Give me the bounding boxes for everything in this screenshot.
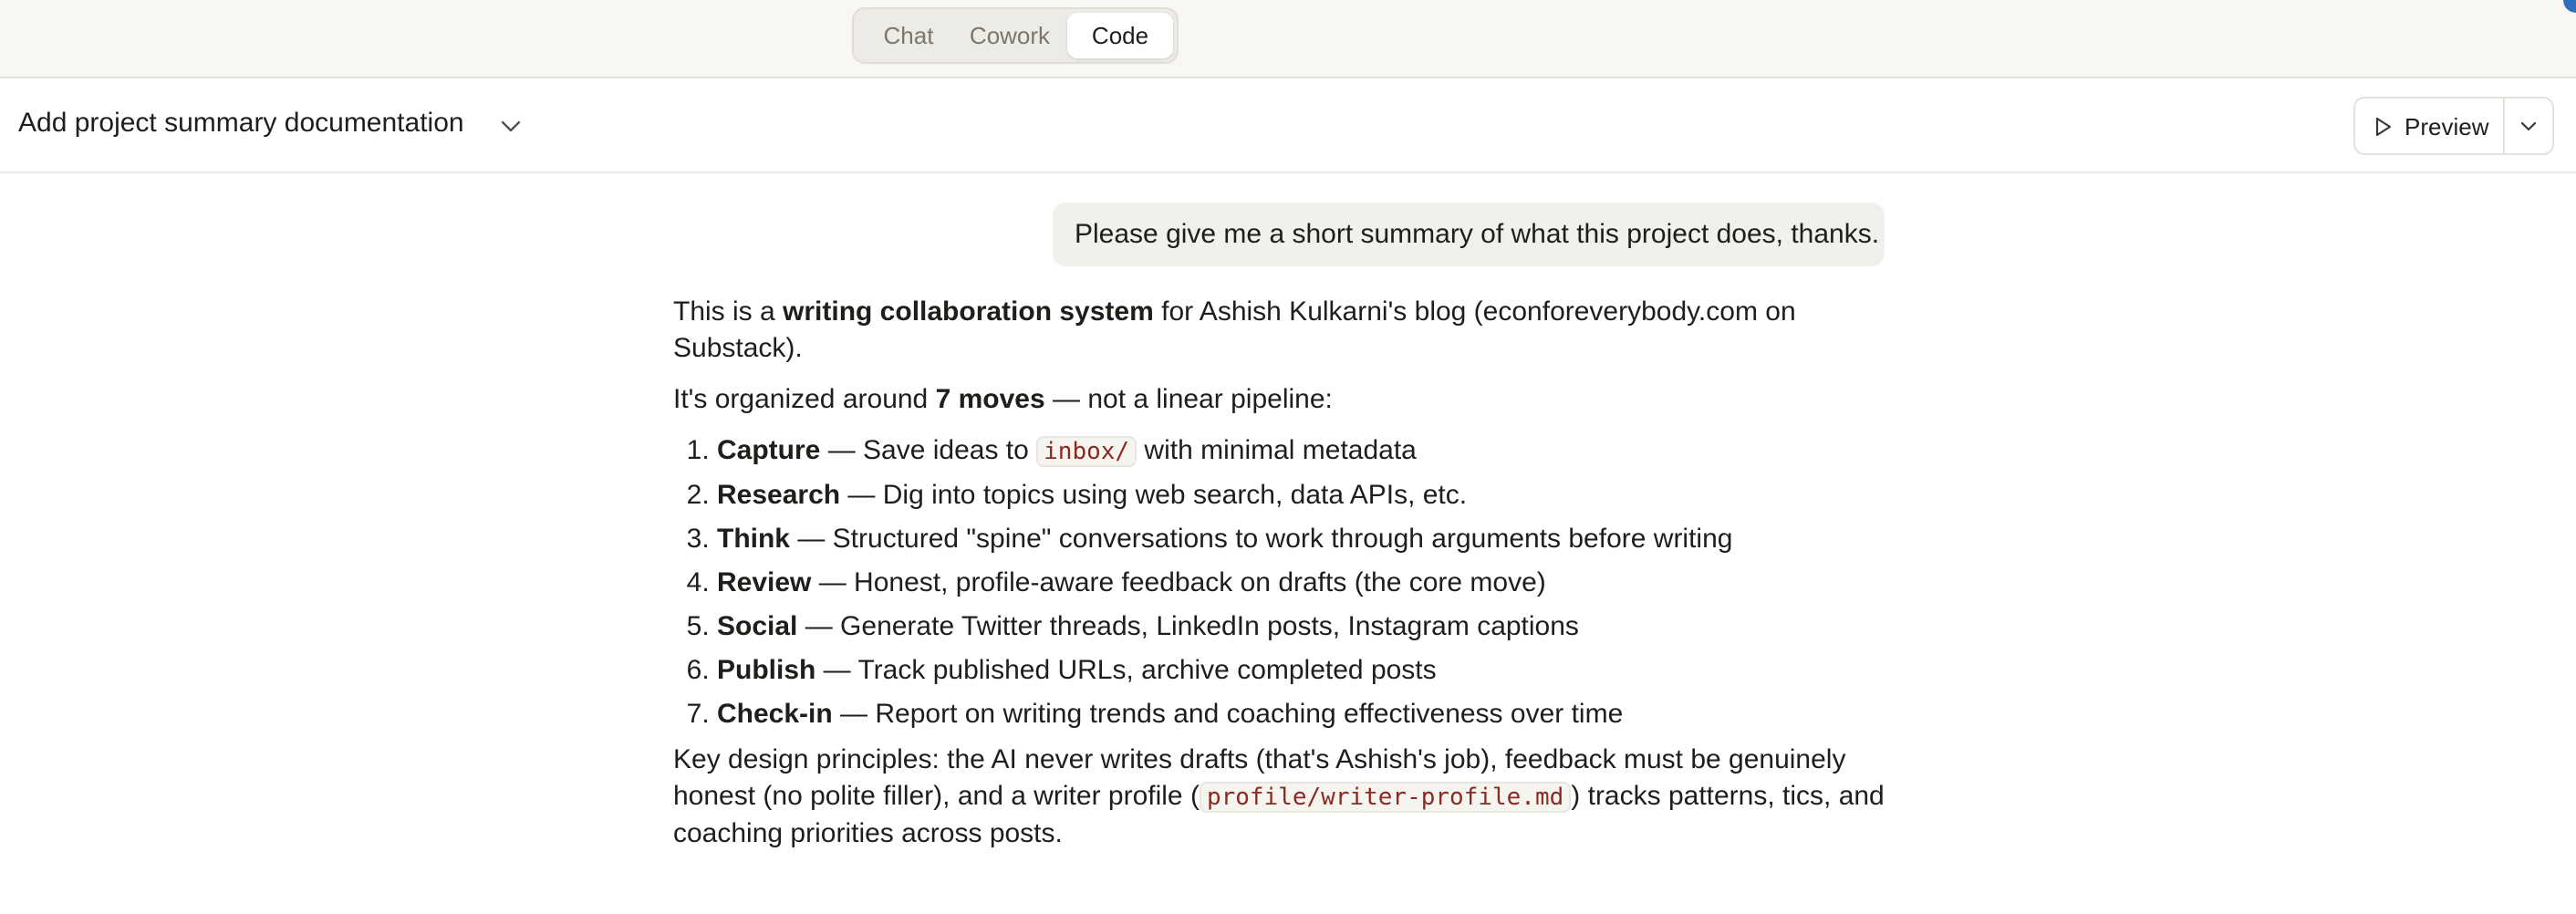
tab-chat[interactable]: Chat (883, 22, 934, 49)
tab-cowork[interactable]: Cowork (969, 22, 1051, 49)
preview-label: Preview (2405, 113, 2489, 140)
intro-text-end: for Ashish Kulkarni's blog (econforeverybody.com on Substack). (673, 296, 1796, 363)
user-message: Please give me a short summary of what this project does, thanks. (1053, 203, 1885, 266)
inline-code: profile/writer-profile.md (1200, 782, 1571, 813)
move-desc: — Report on writing trends and coaching effectiveness over time (832, 699, 1624, 729)
moves-list (673, 432, 1932, 732)
list-item (717, 477, 1932, 514)
page-title: Add project summary documentation (18, 108, 464, 138)
organized-text: It's organized around (673, 384, 936, 414)
list-item (717, 565, 1932, 601)
organized-bold: 7 moves (935, 384, 1045, 414)
response-principles (673, 742, 1932, 852)
list-item (717, 432, 1932, 470)
move-desc: — Structured "spine" conversations to work through arguments before writing (790, 524, 1733, 554)
move-name: Research (717, 480, 841, 510)
preview-options-button[interactable] (2505, 99, 2552, 153)
move-desc: — Dig into topics using web search, data APIs, etc. (840, 480, 1468, 510)
move-desc: — Honest, profile-aware feedback on drafts (the core move) (811, 567, 1546, 597)
window-corner-accent (2563, 0, 2576, 13)
move-name: Review (717, 567, 812, 597)
move-name: Publish (717, 655, 816, 685)
list-item (717, 608, 1932, 645)
preview-button[interactable] (2355, 99, 2503, 153)
list-item (717, 696, 1932, 732)
inline-code: inbox/ (1036, 436, 1137, 467)
move-name: Social (717, 611, 798, 641)
mode-switcher (852, 7, 1179, 64)
assistant-response (673, 294, 1932, 867)
move-name: Think (717, 524, 790, 554)
list-item (717, 652, 1932, 689)
principles-text-end: ) tracks patterns, tics, and coaching priorities across posts. (673, 781, 1885, 848)
move-desc: — Save ideas to (820, 435, 1037, 465)
move-desc: — Generate Twitter threads, LinkedIn posts, Instagram captions (797, 611, 1579, 641)
tab-code[interactable]: Code (1067, 13, 1173, 58)
chevron-down-icon (2518, 115, 2540, 137)
intro-bold: writing collaboration system (783, 296, 1154, 327)
conversation-header (0, 78, 2576, 173)
preview-button-group (2353, 97, 2554, 155)
top-bar (0, 0, 2576, 78)
intro-text: This is a (673, 296, 784, 327)
play-icon (2373, 116, 2394, 138)
chevron-down-icon[interactable] (498, 113, 524, 139)
organized-text-end: — not a linear pipeline: (1044, 384, 1333, 414)
principles-text: Key design principles: the AI never writes drafts (that's Ashish's job), feedback must be genuinely honest (no polite filler), and a writer profile ( (673, 744, 1846, 811)
response-organized (673, 381, 1932, 418)
list-item (717, 521, 1932, 557)
response-intro (673, 294, 1932, 367)
move-name: Capture (717, 435, 821, 465)
move-name: Check-in (717, 699, 833, 729)
move-desc: — Track published URLs, archive completed posts (815, 655, 1437, 685)
move-desc-end: with minimal metadata (1137, 435, 1417, 465)
